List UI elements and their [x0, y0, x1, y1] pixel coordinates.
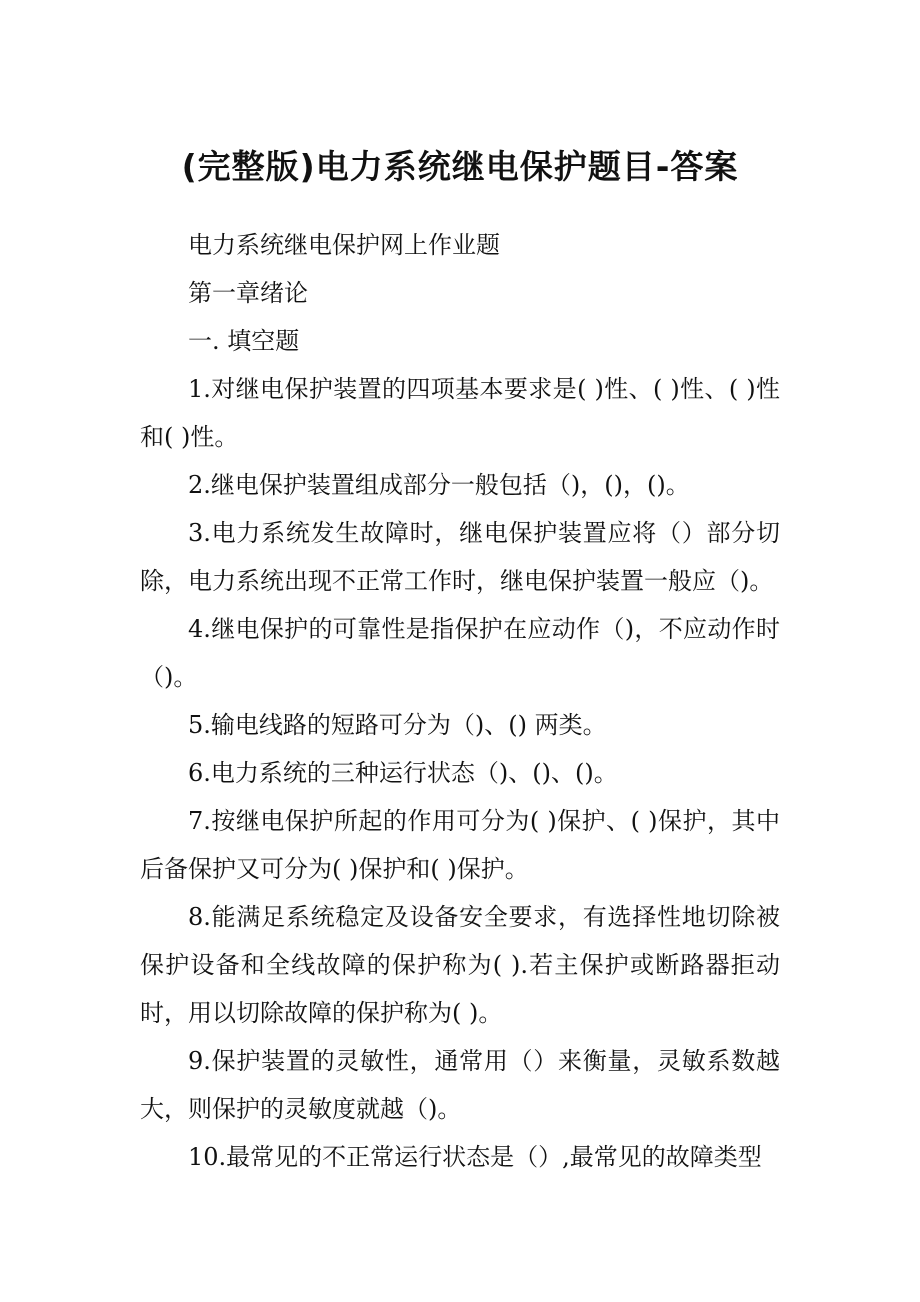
question-8: 8.能满足系统稳定及设备安全要求，有选择性地切除被保护设备和全线故障的保护称为( ).若主保护或断路器拒动时，用以切除故障的保护称为( )。 [140, 903, 780, 1027]
question-6: 6.电力系统的三种运行状态（)、()、()。 [188, 759, 618, 787]
question-7: 7.按继电保护所起的作用可分为( )保护、( )保护，其中后备保护又可分为( )保护和( )保护。 [140, 807, 780, 883]
question-1: 1.对继电保护装置的四项基本要求是( )性、( )性、( )性和( )性。 [140, 375, 780, 451]
document-subtitle: 电力系统继电保护网上作业题 [188, 231, 500, 259]
chapter-heading: 第一章绪论 [188, 279, 308, 307]
question-4: 4.继电保护的可靠性是指保护在应动作（)，不应动作时（)。 [140, 615, 780, 691]
document-body [140, 221, 780, 1181]
question-9: 9.保护装置的灵敏性，通常用（）来衡量，灵敏系数越大，则保护的灵敏度就越（)。 [140, 1047, 780, 1123]
question-10: 10.最常见的不正常运行状态是（）,最常见的故障类型 [188, 1143, 762, 1171]
question-3: 3.电力系统发生故障时，继电保护装置应将（）部分切除，电力系统出现不正常工作时，继电保护装置一般应（)。 [140, 519, 780, 595]
section-heading: 一. 填空题 [188, 327, 300, 355]
document-title: (完整版)电力系统继电保护题目-答案 [181, 147, 739, 186]
question-5: 5.输电线路的短路可分为（)、() 两类。 [188, 711, 607, 739]
question-2: 2.继电保护装置组成部分一般包括（)，()，()。 [188, 471, 690, 499]
